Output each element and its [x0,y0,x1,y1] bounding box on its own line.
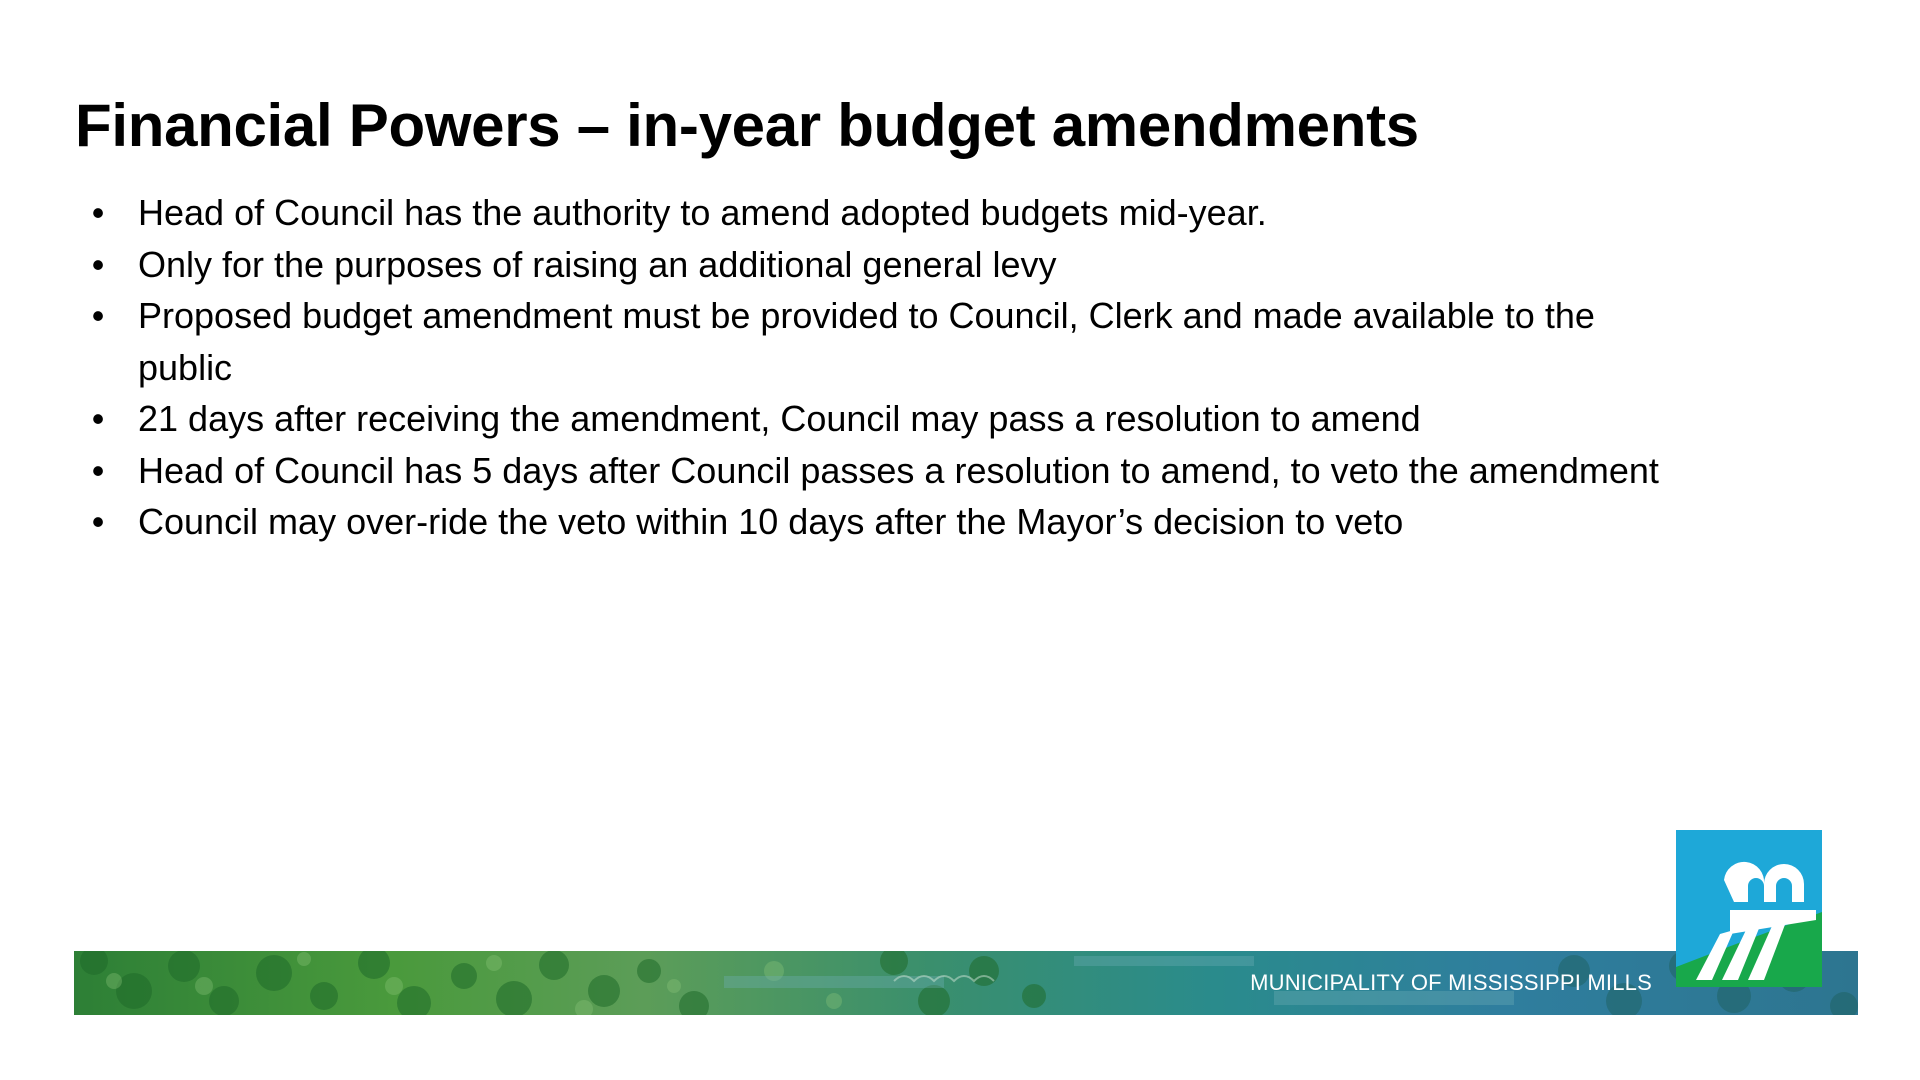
bullet-list [91,187,1698,548]
bullet-item [91,187,1698,239]
bullet-item [91,239,1698,291]
logo-graphic [1676,830,1822,987]
bullet-icon: • [91,449,105,491]
bullet-item [91,445,1698,497]
bullet-icon: • [91,398,105,439]
bullet-text: Council may over-ride the veto within 10 days after the Mayor’s decision to veto [138,501,1404,542]
bullet-text: Head of Council has the authority to amend adopted budgets mid-year. [138,192,1267,233]
bullet-icon: • [91,295,105,336]
municipality-name: MUNICIPALITY OF MISSISSIPPI MILLS [1250,970,1652,995]
bullet-item [91,496,1698,548]
slide-title: Financial Powers – in-year budget amendments [75,92,1419,159]
mississippi-mills-logo-icon [1676,830,1822,987]
bullet-icon: • [91,243,105,285]
bullet-item [91,393,1698,445]
bullet-icon: • [91,192,105,233]
bullet-text: 21 days after receiving the amendment, Council may pass a resolution to amend [138,398,1421,439]
bullet-text: Proposed budget amendment must be provided to Council, Clerk and made available to the public [138,295,1595,388]
bullet-text: Head of Council has 5 days after Council passes a resolution to amend, to veto the amendment [138,449,1659,491]
footer-banner [74,951,1858,1015]
bullet-icon: • [91,501,105,542]
bullet-item [91,290,1698,393]
bullet-text: Only for the purposes of raising an additional general levy [138,243,1057,285]
